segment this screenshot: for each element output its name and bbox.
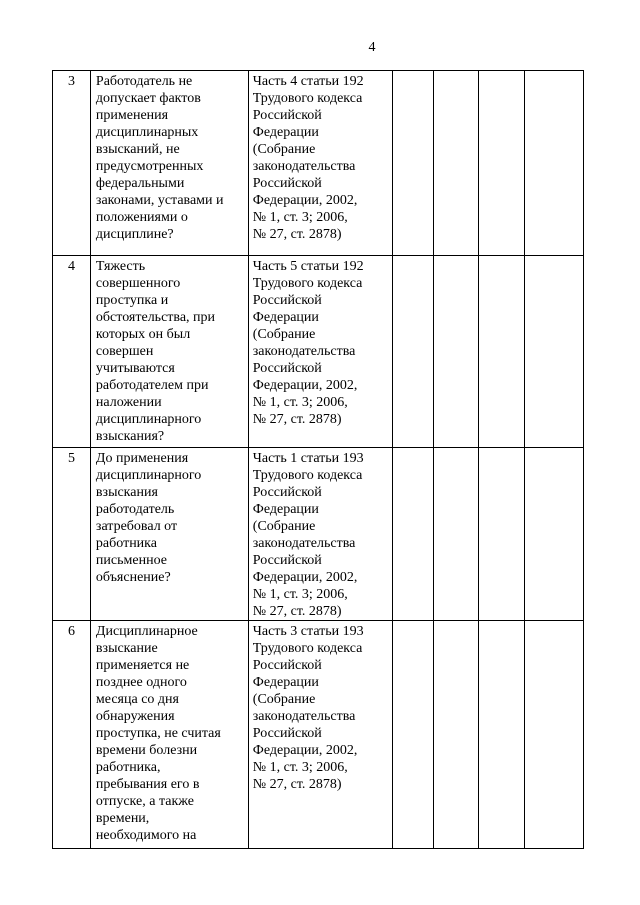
question-cell: [90, 621, 248, 849]
answer-cell: [434, 448, 479, 621]
answer-cell: [434, 71, 479, 256]
table-row: [53, 621, 584, 849]
reference-text: Часть 4 статьи 192 Трудового кодекса Российской Федерации (Собрание законодательства Российской Федерации, 2002, № 1, ст. 3; 2006, № 27, ст. 2878): [252, 74, 364, 242]
answer-cell: [524, 621, 584, 849]
question-text: Дисциплинарное взыскание применяется не позднее одного месяца со дня обнаружения проступка, не считая времени болезни работника, пребывания его в отпуске, а также времени, необходимого на: [95, 624, 221, 843]
answer-cell: [524, 448, 584, 621]
row-number: 4: [53, 256, 91, 448]
question-cell: [90, 448, 248, 621]
question-text: До применения дисциплинарного взыскания работодатель затребовал от работника письменное объяснение?: [95, 451, 202, 585]
table-row: [53, 256, 584, 448]
question-text: Тяжесть совершенного проступка и обстоятельства, при которых он был совершен учитываются работодателем при наложении дисциплинарного взыскания?: [95, 259, 216, 444]
answer-cell: [479, 71, 524, 256]
question-text: Работодатель не допускает фактов применения дисциплинарных взысканий, не предусмотренных федеральными законами, уставами и положениями о дисциплине?: [95, 74, 224, 242]
reference-text: Часть 3 статьи 193 Трудового кодекса Российской Федерации (Собрание законодательства Российской Федерации, 2002, № 1, ст. 3; 2006, № 27, ст. 2878): [252, 624, 364, 792]
reference-cell: [248, 71, 393, 256]
answer-cell: [524, 71, 584, 256]
reference-text: Часть 5 статьи 192 Трудового кодекса Российской Федерации (Собрание законодательства Российской Федерации, 2002, № 1, ст. 3; 2006, № 27, ст. 2878): [252, 259, 364, 427]
row-number: 5: [53, 448, 91, 621]
answer-cell: [479, 256, 524, 448]
question-cell: [90, 71, 248, 256]
answer-cell: [434, 256, 479, 448]
table-row: [53, 71, 584, 256]
reference-text: Часть 1 статьи 193 Трудового кодекса Российской Федерации (Собрание законодательства Российской Федерации, 2002, № 1, ст. 3; 2006, № 27, ст. 2878): [252, 451, 364, 619]
question-cell: [90, 256, 248, 448]
answer-cell: [434, 621, 479, 849]
checklist-table: [52, 70, 584, 849]
reference-cell: [248, 621, 393, 849]
table-row: [53, 448, 584, 621]
row-number: 6: [53, 621, 91, 849]
answer-cell: [393, 256, 434, 448]
answer-cell: [524, 256, 584, 448]
answer-cell: [393, 621, 434, 849]
reference-cell: [248, 256, 393, 448]
row-number: 3: [53, 71, 91, 256]
answer-cell: [393, 71, 434, 256]
reference-cell: [248, 448, 393, 621]
answer-cell: [479, 448, 524, 621]
page-number: 4: [368, 40, 376, 55]
answer-cell: [479, 621, 524, 849]
answer-cell: [393, 448, 434, 621]
